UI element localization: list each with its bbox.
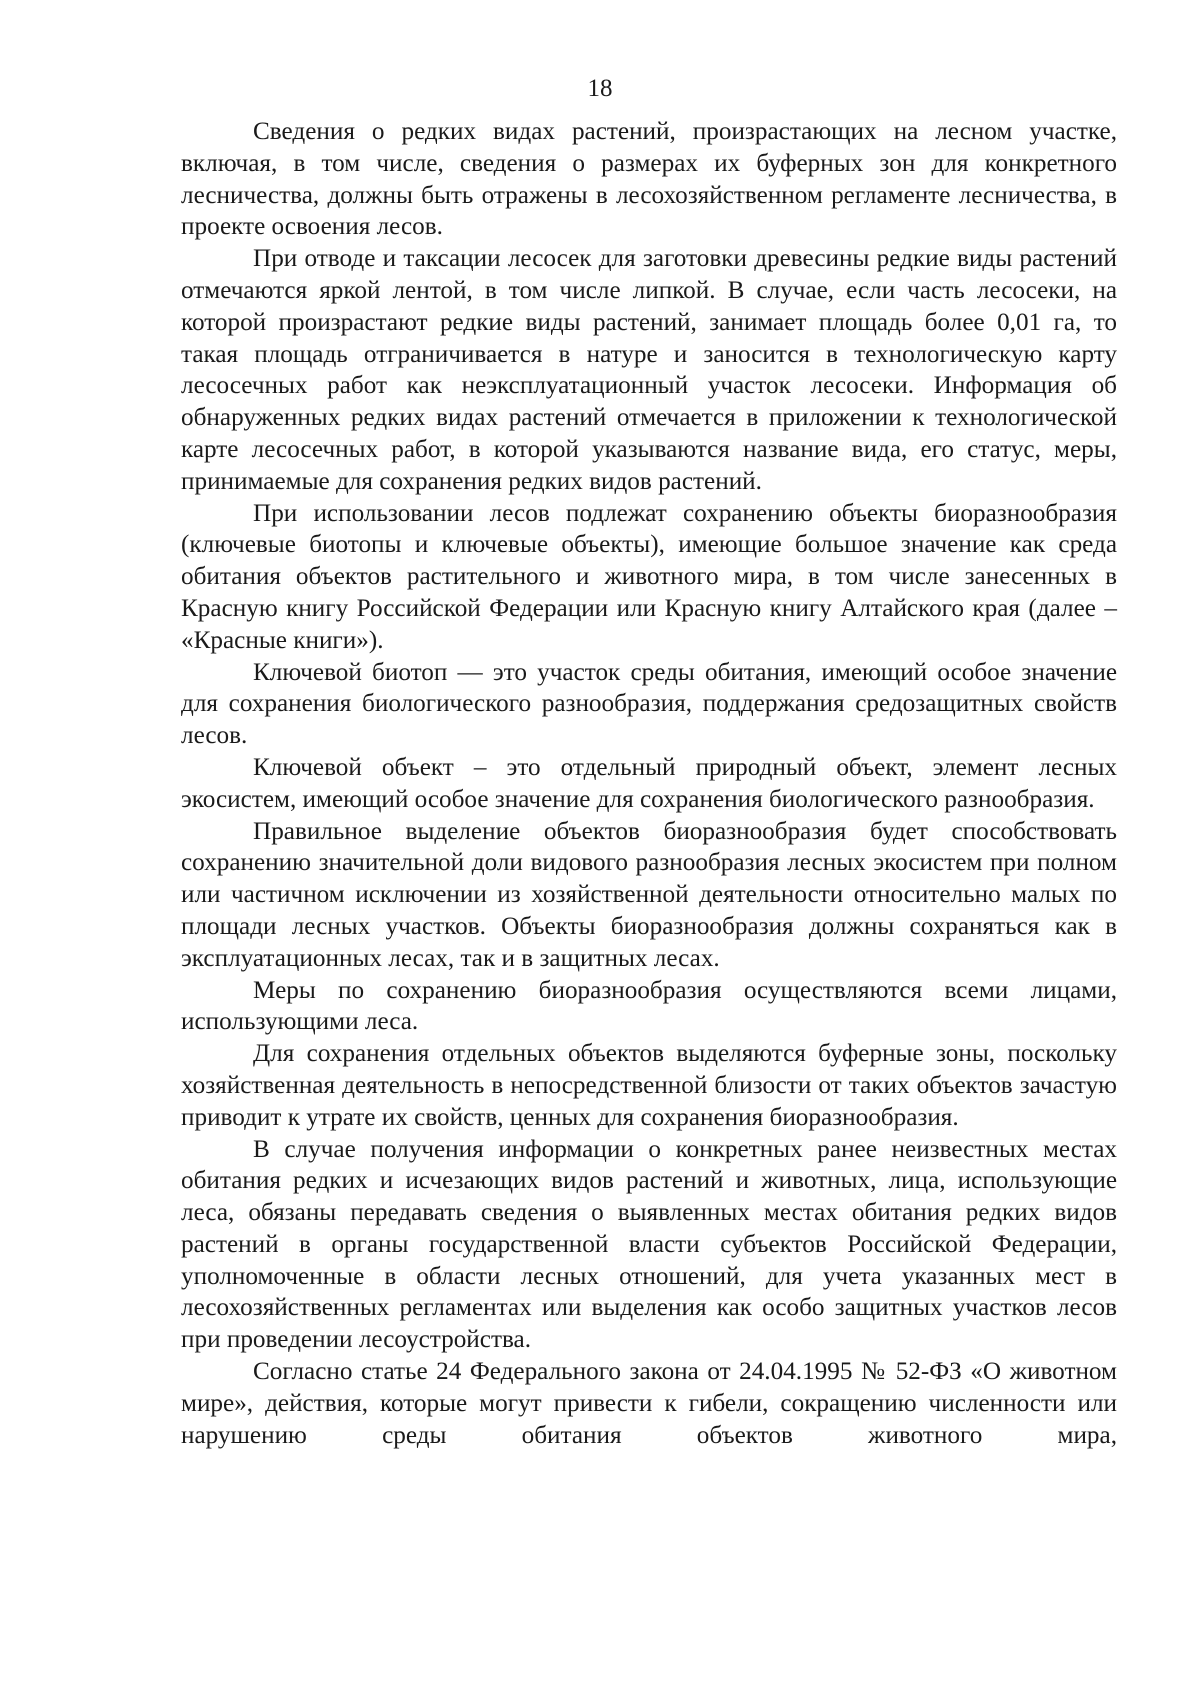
paragraph-key-object-definition: Ключевой объект – это отдельный природный объект, элемент лесных экосистем, имеющий особое значение для сохранения биологического разнообразия.	[181, 753, 1117, 813]
paragraph-cutting-area-marking: При отводе и таксации лесосек для заготовки древесины редкие виды растений отмечаются яркой лентой, в том числе липкой. В случае, если часть лесосеки, на которой произрастают редкие виды растений, занимает площадь более 0,01 га, то такая площадь отграничивается в натуре и заносится в технологическую карту лесосечных работ как неэксплуатационный участок лесосеки. Информация об обнаруженных редких видах растений отмечается в приложении к технологической карте лесосечных работ, в которой указываются название вида, его статус, меры, принимаемые для сохранения редких видов растений.	[181, 245, 1117, 495]
page-number: 18	[587, 75, 613, 102]
document-body	[181, 116, 1117, 1451]
paragraph-rare-plants-info: Сведения о редких видах растений, произрастающих на лесном участке, включая, в том числе, сведения о размерах их буферных зон для конкретного лесничества, должны быть отражены в лесохозяйственном регламенте лесничества, в проекте освоения лесов.	[181, 118, 1117, 241]
paragraph-biodiversity-objects: При использовании лесов подлежат сохранению объекты биоразнообразия (ключевые биотопы и ключевые объекты), имеющие большое значение как среда обитания объектов растительного и животного мира, в том числе занесенных в Красную книгу Российской Федерации или Красную книгу Алтайского края (далее – «Красные книги»).	[181, 499, 1117, 654]
paragraph-correct-allocation: Правильное выделение объектов биоразнообразия будет способствовать сохранению значительной доли видового разнообразия лесных экосистем при полном или частичном исключении из хозяйственной деятельности относительно малых по площади лесных участков. Объекты биоразнообразия должны сохраняться как в эксплуатационных лесах, так и в защитных лесах.	[181, 817, 1117, 972]
paragraph-reporting-habitats: В случае получения информации о конкретных ранее неизвестных местах обитания редких и исчезающих видов растений и животных, лица, использующие леса, обязаны передавать сведения о выявленных местах обитания редких видов растений в органы государственной власти субъектов Российской Федерации, уполномоченные в области лесных отношений, для учета указанных мест в лесохозяйственных регламентах или выделения как особо защитных участков лесов при проведении лесоустройства.	[181, 1135, 1117, 1354]
paragraph-buffer-zones: Для сохранения отдельных объектов выделяются буферные зоны, поскольку хозяйственная деятельность в непосредственной близости от таких объектов зачастую приводит к утрате их свойств, ценных для сохранения биоразнообразия.	[181, 1040, 1117, 1131]
paragraph-key-biotope-definition: Ключевой биотоп — это участок среды обитания, имеющий особое значение для сохранения биологического разнообразия, поддержания средозащитных свойств лесов.	[181, 658, 1117, 750]
paragraph-conservation-measures: Меры по сохранению биоразнообразия осуществляются всеми лицами, использующими леса.	[181, 976, 1117, 1036]
paragraph-federal-law-article-24: Согласно статье 24 Федерального закона от 24.04.1995 № 52-ФЗ «О животном мире», действия, которые могут привести к гибели, сокращению численности или нарушению среды обитания объектов животного мира,	[181, 1358, 1117, 1449]
